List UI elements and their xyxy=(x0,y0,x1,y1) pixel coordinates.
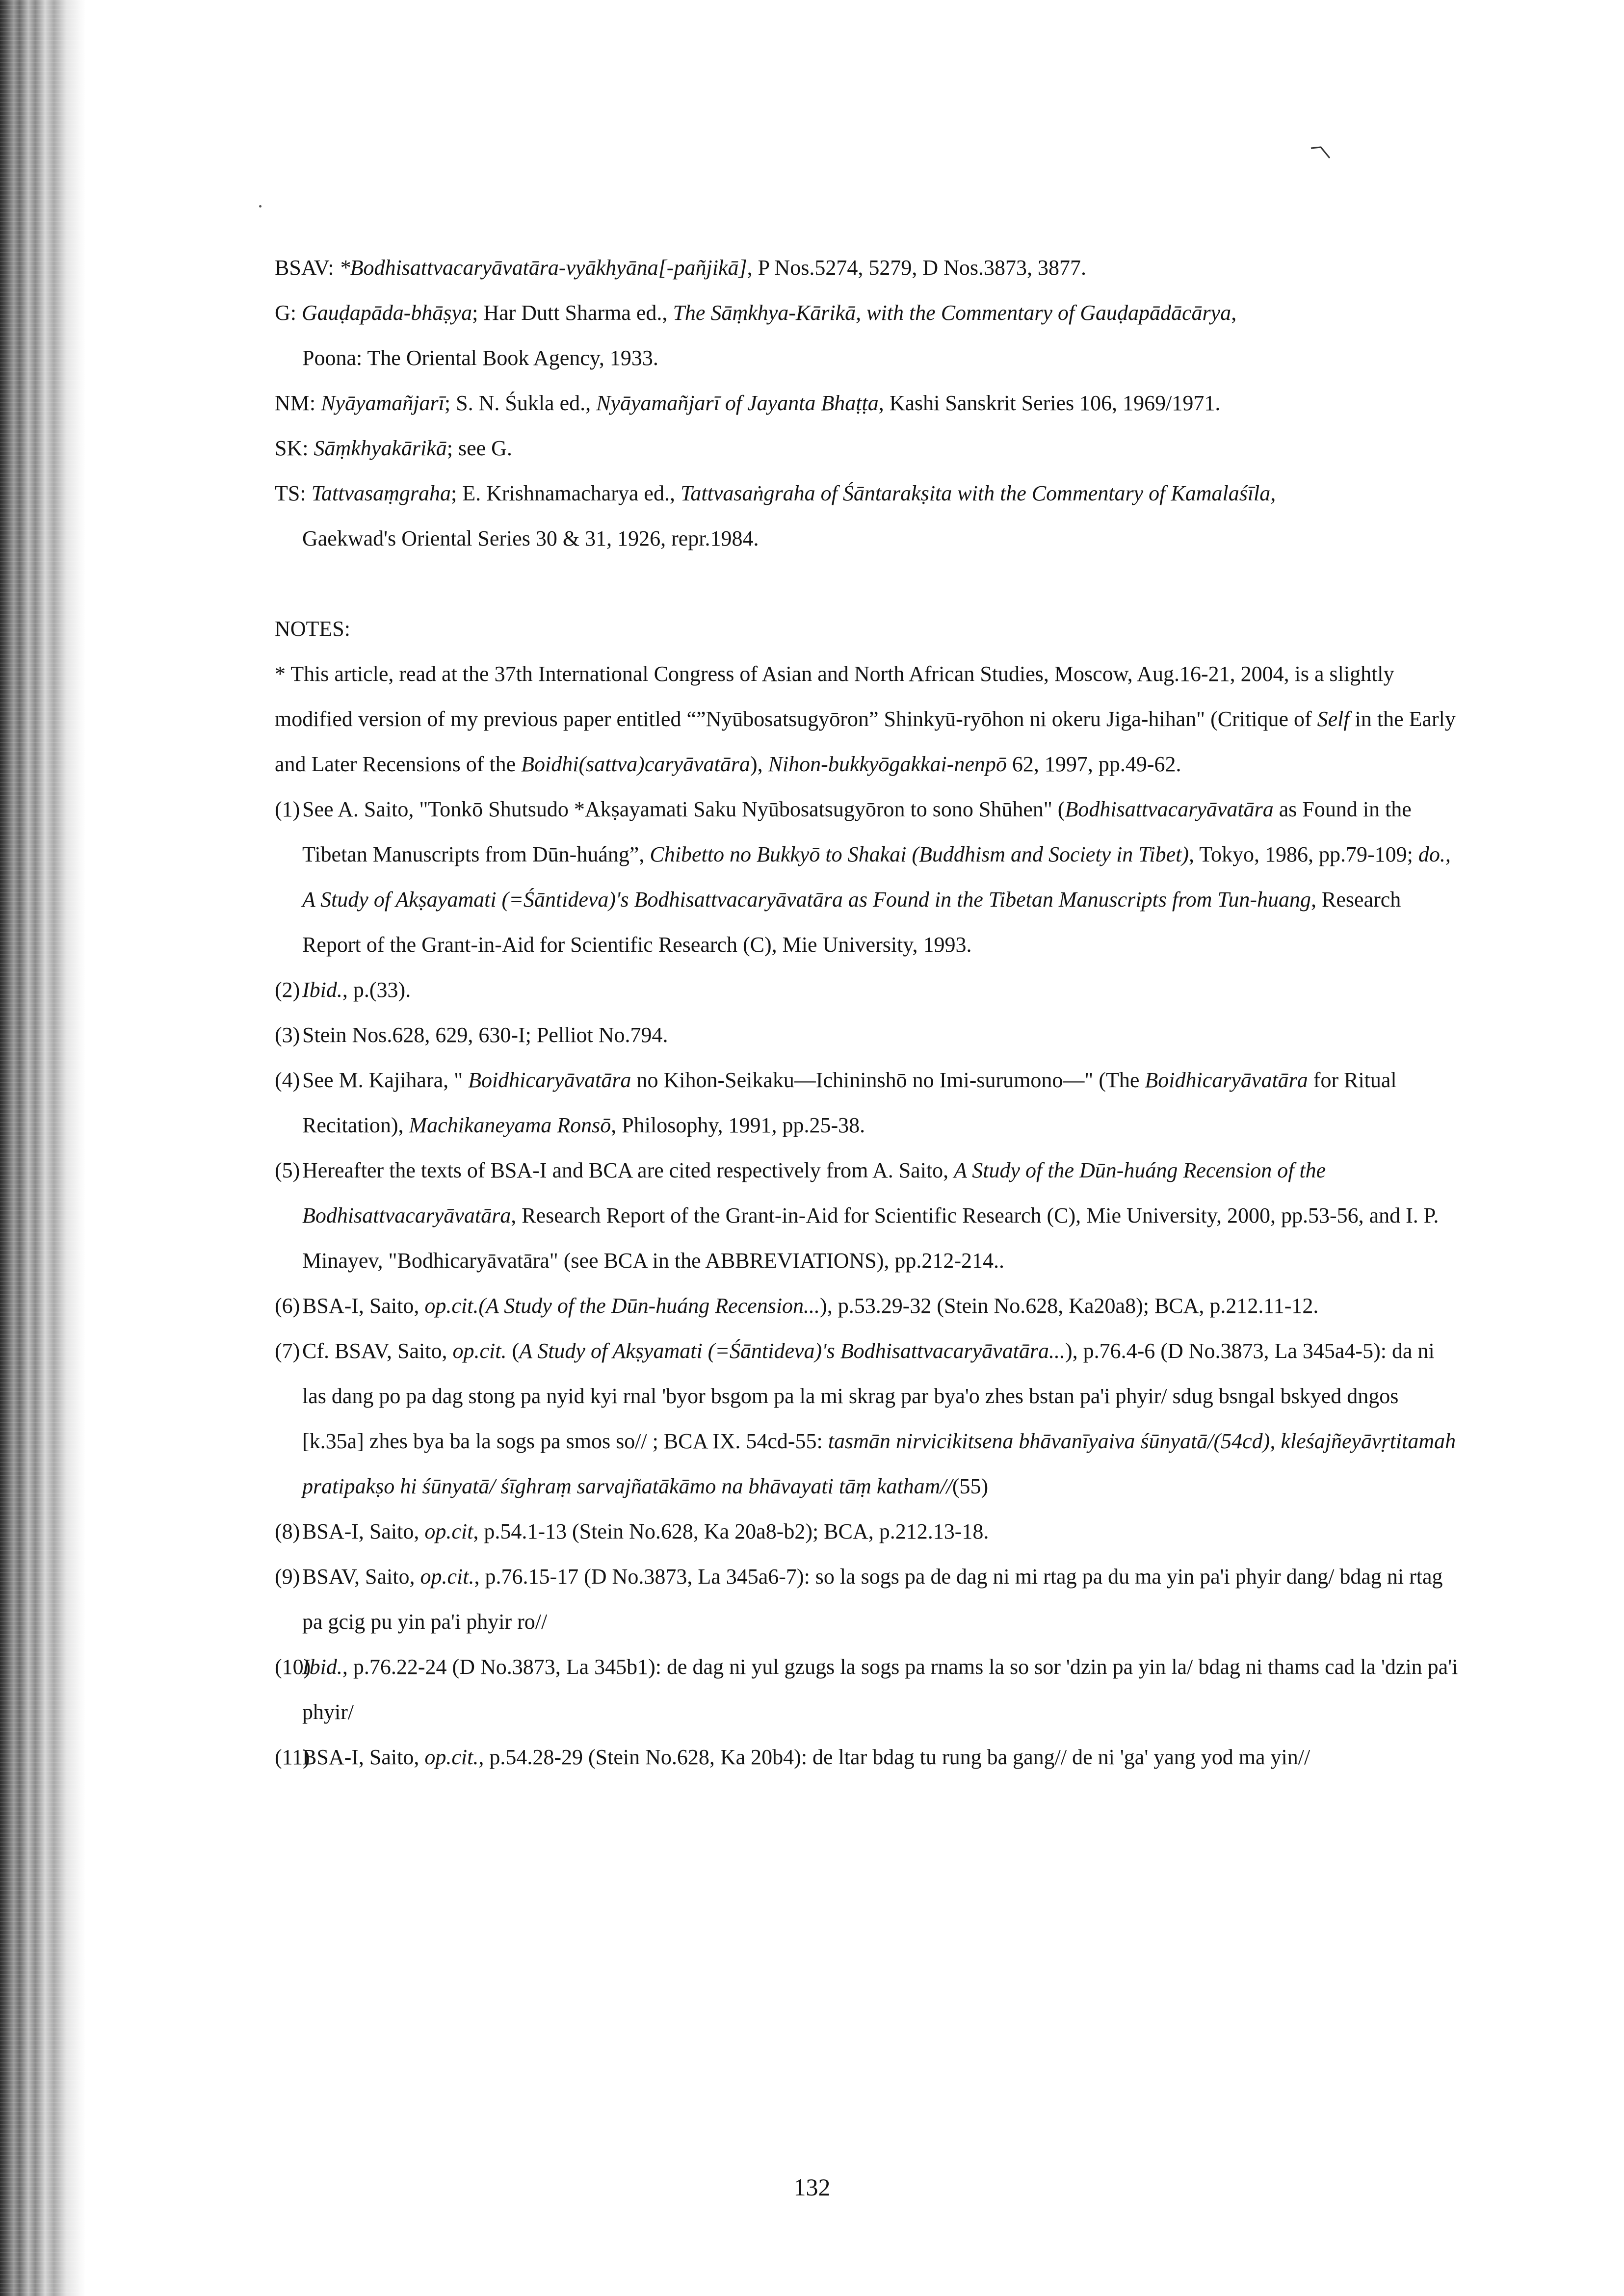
note-4: (4) See M. Kajihara, " Boidhicaryāvatāra no Kihon-Seikaku—Ichininshō no Imi-surumono—" (The Boidhicaryāvatāra for Ritual Recitation), Machikaneyama Ronsō, Philosophy, 1991, pp.25-38. xyxy=(275,1068,1397,1137)
scan-binding-edge xyxy=(0,0,86,2296)
abbreviation-nm: NM: Nyāyamañjarī; S. N. Śukla ed., Nyāyamañjarī of Jayanta Bhaṭṭa, Kashi Sanskrit Series 106, 1969/1971. xyxy=(275,391,1221,415)
note-10: (10) Ibid., p.76.22-24 (D No.3873, La 345b1): de dag ni yul gzugs la sogs pa rnams la so sor 'dzin pa yin la/ bdag ni thams cad la 'dzin pa'i phyir/ xyxy=(275,1655,1458,1724)
pen-mark xyxy=(1310,145,1332,160)
abbreviation-ts: TS: Tattvasaṃgraha; E. Krishnamacharya ed., Tattvasaṅgraha of Śāntarakṣita with the Commentary of Kamalaśīla, Gaekwad's Oriental Series 30 & 31, 1926, repr.1984. xyxy=(275,481,1276,550)
abbreviation-sk: SK: Sāṃkhyakārikā; see G. xyxy=(275,436,512,460)
note-5: (5) Hereafter the texts of BSA-I and BCA are cited respectively from A. Saito, A Study of the Dūn-huáng Recension of the Bodhisattvacaryāvatāra, Research Report of the Grant-in-Aid for Scientific Research (C), Mie University, 2000, pp.53-56, and I. P. Minayev, "Bodhicaryāvatāra" (see BCA in the ABBREVIATIONS), pp.212-214.. xyxy=(275,1158,1439,1273)
note-9: (9) BSAV, Saito, op.cit., p.76.15-17 (D No.3873, La 345a6-7): so la sogs pa de dag ni mi rtag pa du ma yin pa'i phyir dang/ bdag ni rtag pa gcig pu yin pa'i phyir ro// xyxy=(275,1565,1443,1634)
abbreviation-bsav: BSAV: *Bodhisattvacaryāvatāra-vyākhyāna[-pañjikā], P Nos.5274, 5279, D Nos.3873, 3877. xyxy=(275,256,1086,280)
scan-speck xyxy=(259,205,262,208)
abbreviations-list xyxy=(275,245,1462,561)
abbreviation-g: G: Gauḍapāda-bhāṣya; Har Dutt Sharma ed., The Sāṃkhya-Kārikā, with the Commentary of Gauḍapādācārya, Poona: The Oriental Book Agency, 1933. xyxy=(275,301,1237,370)
note-7: (7) Cf. BSAV, Saito, op.cit. (A Study of Akṣyamati (=Śāntideva)'s Bodhisattvacaryāvatāra...), p.76.4-6 (D No.3873, La 345a4-5): da ni las dang po pa dag stong pa nyid kyi rnal 'byor bsgom pa la mi skrag par bya'o zhes bstan pa'i phyir/ sdug bsngal bskyed dngos [k.35a] zhes bya ba la sogs pa smos so// ; BCA IX. 54cd-55: tasmān nirvicikitsena bhāvanīyaiva śūnyatā/(54cd), kleśajñeyāvṛtitamah pratipakṣo hi śūnyatā/ śīghraṃ sarvajñatākāmo na bhāvayati tāṃ katham//(55) xyxy=(275,1339,1456,1498)
note-6: (6) BSA-I, Saito, op.cit.(A Study of the Dūn-huáng Recension...), p.53.29-32 (Stein No.628, Ka20a8); BCA, p.212.11-12. xyxy=(275,1294,1319,1318)
page-number: 132 xyxy=(793,2173,831,2201)
note-3: (3) Stein Nos.628, 629, 630-I; Pelliot No.794. xyxy=(275,1023,668,1047)
note-2: (2) Ibid., p.(33). xyxy=(275,978,411,1002)
note-11: (11) BSA-I, Saito, op.cit., p.54.28-29 (Stein No.628, Ka 20b4): de ltar bdag tu rung ba gang// de ni 'ga' yang yod ma yin// xyxy=(275,1745,1310,1769)
page-body xyxy=(275,245,1462,1780)
notes-heading: NOTES: xyxy=(275,617,350,641)
note-1: (1) See A. Saito, "Tonkō Shutsudo *Akṣayamati Saku Nyūbosatsugyōron to sono Shūhen" (Bodhisattvacaryāvatāra as Found in the Tibetan Manuscripts from Dūn-huáng”, Chibetto no Bukkyō to Shakai (Buddhism and Society in Tibet), Tokyo, 1986, pp.79-109; do., A Study of Akṣayamati (=Śāntideva)'s Bodhisattvacaryāvatāra as Found in the Tibetan Manuscripts from Tun-huang, Research Report of the Grant-in-Aid for Scientific Research (C), Mie University, 1993. xyxy=(275,797,1451,957)
note-8: (8) BSA-I, Saito, op.cit, p.54.1-13 (Stein No.628, Ka 20a8-b2); BCA, p.212.13-18. xyxy=(275,1519,989,1543)
star-note: * This article, read at the 37th International Congress of Asian and North African Studies, Moscow, Aug.16-21, 2004, is a slightly modified version of my previous paper entitled “”Nyūbosatsugyōron” Shinkyū-ryōhon ni okeru Jiga-hihan" (Critique of Self in the Early and Later Recensions of the Boidhi(sattva)caryāvatāra), Nihon-bukkyōgakkai-nenpō 62, 1997, pp.49-62. xyxy=(275,662,1456,776)
